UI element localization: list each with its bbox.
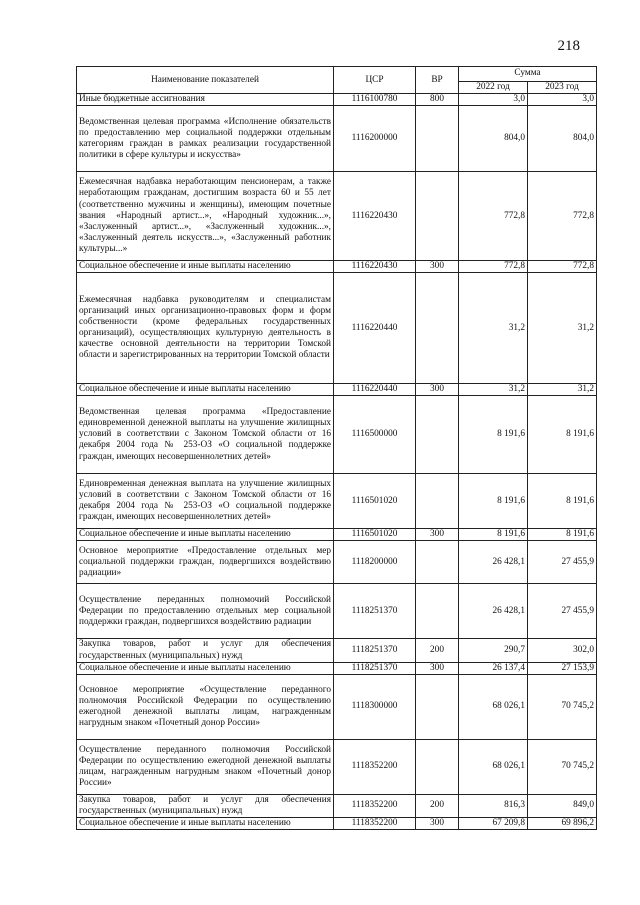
row-name: Закупка товаров, работ и услуг для обеспечения государственных (муниципальных) нужд bbox=[77, 794, 334, 817]
row-vr bbox=[416, 106, 459, 172]
row-csr: 1116501020 bbox=[334, 474, 416, 529]
header-year-2022: 2022 год bbox=[459, 82, 528, 94]
row-amount-2023: 27 455,9 bbox=[528, 541, 597, 584]
row-name: Социальное обеспечение и иные выплаты населению bbox=[77, 529, 334, 541]
row-vr bbox=[416, 739, 459, 794]
table-row bbox=[77, 817, 597, 829]
row-csr: 1116100780 bbox=[334, 94, 416, 106]
table-row bbox=[77, 584, 597, 639]
row-csr: 1118251370 bbox=[334, 584, 416, 639]
header-name: Наименование показателей bbox=[77, 67, 334, 94]
row-name: Осуществление переданных полномочий Российской Федерации по предоставлению отдельных мер социальной поддержки граждан, подвергшихся воздействию радиации bbox=[77, 584, 334, 639]
table-row bbox=[77, 739, 597, 794]
row-csr: 1116200000 bbox=[334, 106, 416, 172]
row-amount-2022: 68 026,1 bbox=[459, 739, 528, 794]
row-csr: 1118251370 bbox=[334, 639, 416, 662]
row-name: Ведомственная целевая программа «Предоставление единовременной денежной выплаты на улучшение жилищных условий в соответствии с Законом Томской области от 16 декабря 2004 года № 253-ОЗ «О социальной поддержке граждан, имеющих несовершеннолетних детей» bbox=[77, 396, 334, 474]
table-row bbox=[77, 106, 597, 172]
row-amount-2023: 8 191,6 bbox=[528, 529, 597, 541]
row-amount-2023: 70 745,2 bbox=[528, 739, 597, 794]
budget-table bbox=[76, 66, 597, 830]
table-row bbox=[77, 639, 597, 662]
row-vr bbox=[416, 172, 459, 261]
row-csr: 1118352200 bbox=[334, 739, 416, 794]
row-name: Основное мероприятие «Предоставление отдельных мер социальной поддержки граждан, подвергшихся воздействию радиации» bbox=[77, 541, 334, 584]
row-amount-2023: 70 745,2 bbox=[528, 674, 597, 739]
row-amount-2023: 3,0 bbox=[528, 94, 597, 106]
row-vr: 800 bbox=[416, 94, 459, 106]
row-vr bbox=[416, 674, 459, 739]
row-name: Ежемесячная надбавка неработающим пенсионерам, а также неработающим гражданам, достигшим возраста 60 и 55 лет (соответственно мужчины и женщины), имеющим почетные звания «Народный артист...», «Народный художник...», «Заслуженный артист...», «Заслуженный художник...», «Заслуженный деятель искусств...», «Заслуженный работник культуры...» bbox=[77, 172, 334, 261]
row-csr: 1116220430 bbox=[334, 172, 416, 261]
row-vr bbox=[416, 474, 459, 529]
row-amount-2022: 3,0 bbox=[459, 94, 528, 106]
row-name: Иные бюджетные ассигнования bbox=[77, 94, 334, 106]
row-vr: 300 bbox=[416, 261, 459, 273]
table-row bbox=[77, 674, 597, 739]
row-name: Социальное обеспечение и иные выплаты населению bbox=[77, 817, 334, 829]
row-amount-2022: 26 428,1 bbox=[459, 541, 528, 584]
row-csr: 1118200000 bbox=[334, 541, 416, 584]
row-amount-2022: 67 209,8 bbox=[459, 817, 528, 829]
page-number: 218 bbox=[557, 38, 580, 54]
table-row bbox=[77, 662, 597, 674]
row-amount-2022: 772,8 bbox=[459, 172, 528, 261]
table-row bbox=[77, 261, 597, 273]
row-csr: 1118352200 bbox=[334, 794, 416, 817]
row-amount-2022: 772,8 bbox=[459, 261, 528, 273]
row-amount-2022: 31,2 bbox=[459, 273, 528, 384]
row-amount-2022: 8 191,6 bbox=[459, 474, 528, 529]
row-vr: 300 bbox=[416, 529, 459, 541]
row-vr bbox=[416, 584, 459, 639]
header-sum: Сумма bbox=[459, 67, 597, 82]
row-csr: 1116501020 bbox=[334, 529, 416, 541]
table-row bbox=[77, 794, 597, 817]
row-vr: 200 bbox=[416, 794, 459, 817]
row-amount-2023: 31,2 bbox=[528, 384, 597, 396]
row-csr: 1118352200 bbox=[334, 817, 416, 829]
row-csr: 1116220430 bbox=[334, 261, 416, 273]
row-amount-2023: 849,0 bbox=[528, 794, 597, 817]
row-amount-2022: 816,3 bbox=[459, 794, 528, 817]
row-name: Закупка товаров, работ и услуг для обеспечения государственных (муниципальных) нужд bbox=[77, 639, 334, 662]
row-vr bbox=[416, 541, 459, 584]
row-amount-2023: 772,8 bbox=[528, 261, 597, 273]
header-csr: ЦСР bbox=[334, 67, 416, 94]
row-vr: 300 bbox=[416, 384, 459, 396]
table-row bbox=[77, 273, 597, 384]
row-csr: 1118300000 bbox=[334, 674, 416, 739]
row-amount-2022: 31,2 bbox=[459, 384, 528, 396]
row-name: Ведомственная целевая программа «Исполнение обязательств по предоставлению мер социальной поддержки отдельным категориям граждан в рамках реализации государственной политики в сфере культуры и искусства» bbox=[77, 106, 334, 172]
row-amount-2023: 772,8 bbox=[528, 172, 597, 261]
row-amount-2022: 26 137,4 bbox=[459, 662, 528, 674]
table-row bbox=[77, 94, 597, 106]
row-vr: 300 bbox=[416, 662, 459, 674]
row-name: Социальное обеспечение и иные выплаты населению bbox=[77, 384, 334, 396]
row-name: Ежемесячная надбавка руководителям и специалистам организаций иных организационно-правовых форм и форм собственности (кроме федеральных государственных организаций), осуществляющих культурную деятельность в качестве основной деятельности на территории Томской области и зарегистрированных на территории Томской области bbox=[77, 273, 334, 384]
row-amount-2023: 8 191,6 bbox=[528, 474, 597, 529]
row-vr bbox=[416, 273, 459, 384]
row-vr bbox=[416, 396, 459, 474]
row-name: Единовременная денежная выплата на улучшение жилищных условий в соответствии с Законом Томской области от 16 декабря 2004 года № 253-ОЗ «О социальной поддержке граждан, имеющих несовершеннолетних детей» bbox=[77, 474, 334, 529]
row-name: Социальное обеспечение и иные выплаты населению bbox=[77, 261, 334, 273]
row-name: Основное мероприятие «Осуществление переданного полномочия Российской Федерации по осуществлению ежегодной денежной выплаты лицам, награжденным нагрудным знаком «Почетный донор России» bbox=[77, 674, 334, 739]
row-name: Социальное обеспечение и иные выплаты населению bbox=[77, 662, 334, 674]
row-amount-2023: 31,2 bbox=[528, 273, 597, 384]
row-amount-2023: 804,0 bbox=[528, 106, 597, 172]
row-amount-2023: 69 896,2 bbox=[528, 817, 597, 829]
row-name: Осуществление переданного полномочия Российской Федерации по осуществлению ежегодной денежной выплаты лицам, награжденным нагрудным знаком «Почетный донор России» bbox=[77, 739, 334, 794]
row-csr: 1118251370 bbox=[334, 662, 416, 674]
row-vr: 200 bbox=[416, 639, 459, 662]
row-amount-2023: 302,0 bbox=[528, 639, 597, 662]
row-csr: 1116220440 bbox=[334, 384, 416, 396]
header-year-2023: 2023 год bbox=[528, 82, 597, 94]
row-vr: 300 bbox=[416, 817, 459, 829]
row-amount-2022: 8 191,6 bbox=[459, 529, 528, 541]
row-csr: 1116220440 bbox=[334, 273, 416, 384]
table-row bbox=[77, 384, 597, 396]
header-vr: ВР bbox=[416, 67, 459, 94]
table-row bbox=[77, 396, 597, 474]
row-amount-2023: 27 153,9 bbox=[528, 662, 597, 674]
row-amount-2022: 68 026,1 bbox=[459, 674, 528, 739]
table-row bbox=[77, 172, 597, 261]
row-csr: 1116500000 bbox=[334, 396, 416, 474]
row-amount-2023: 8 191,6 bbox=[528, 396, 597, 474]
table-row bbox=[77, 541, 597, 584]
table-row bbox=[77, 474, 597, 529]
row-amount-2023: 27 455,9 bbox=[528, 584, 597, 639]
row-amount-2022: 290,7 bbox=[459, 639, 528, 662]
row-amount-2022: 8 191,6 bbox=[459, 396, 528, 474]
row-amount-2022: 804,0 bbox=[459, 106, 528, 172]
row-amount-2022: 26 428,1 bbox=[459, 584, 528, 639]
table-row bbox=[77, 529, 597, 541]
